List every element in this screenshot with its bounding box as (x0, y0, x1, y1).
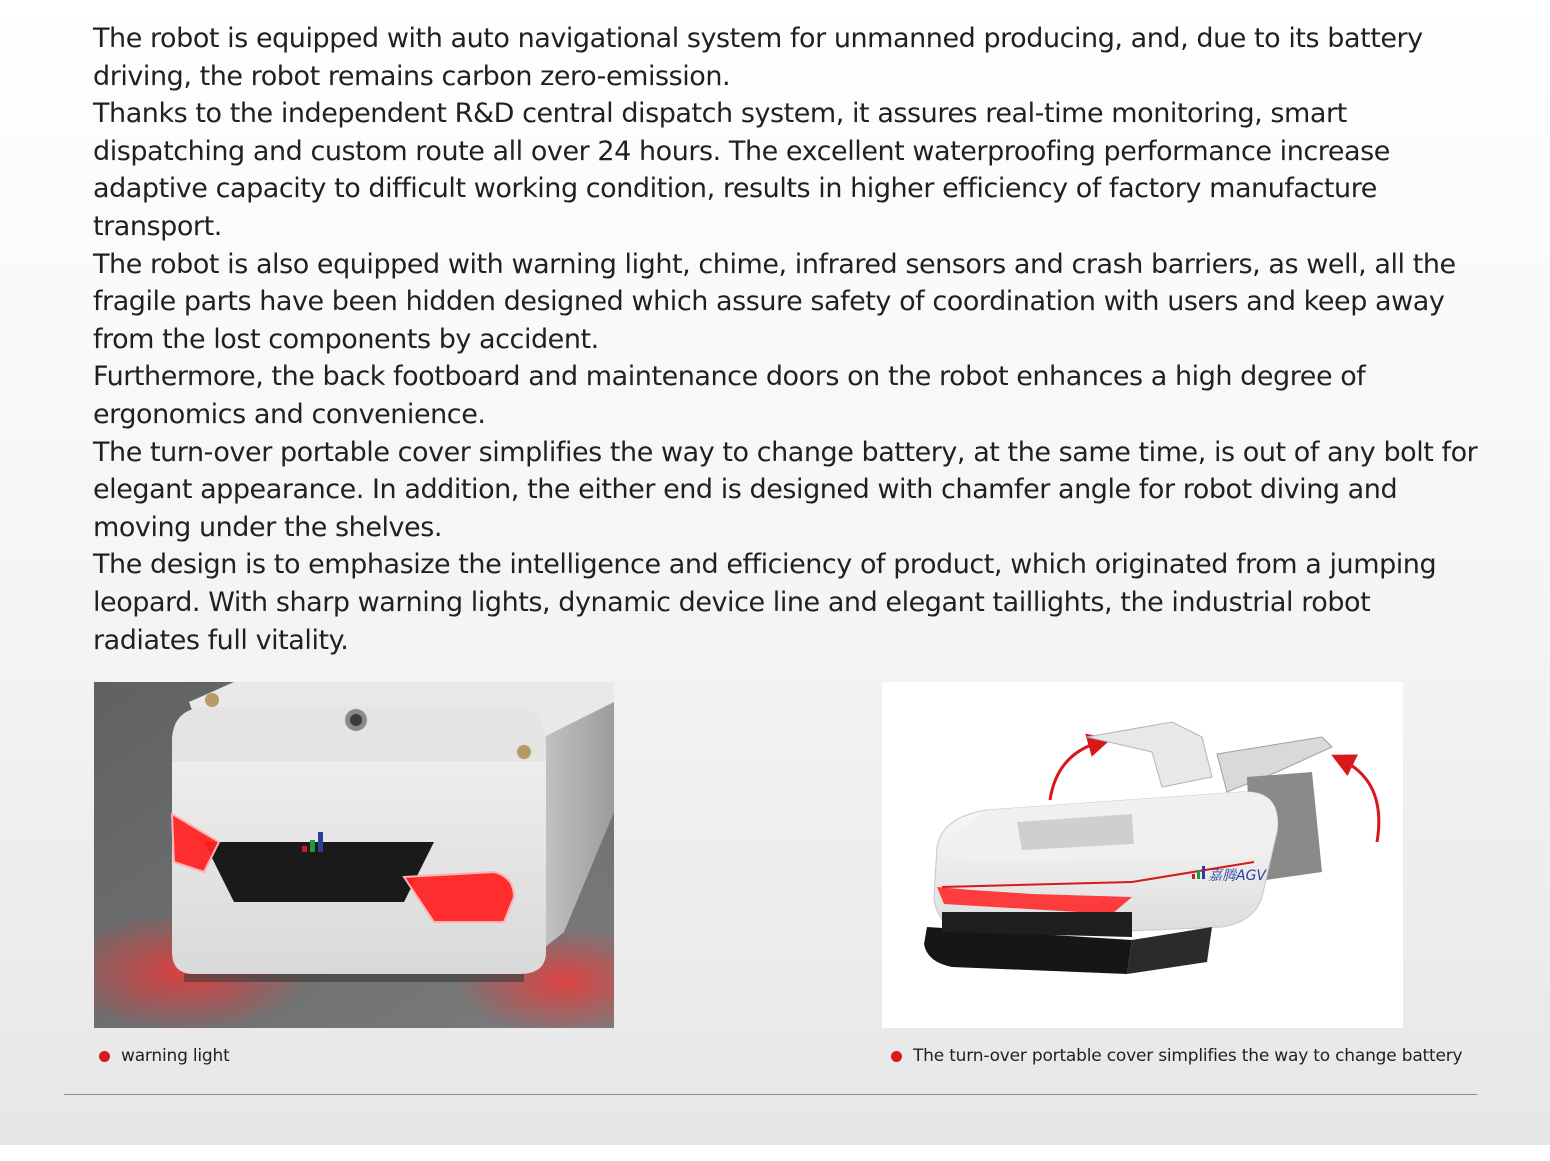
body-text (93, 20, 1483, 659)
paragraph-navigation: The robot is equipped with auto navigational system for unmanned producing, and, due to its battery driving, the robot remains carbon zero-emission. (93, 23, 1423, 92)
paragraph-safety: The robot is also equipped with warning light, chime, infrared sensors and crash barriers, as well, all the fragile parts have been hidden designed which assure safety of coordination with users and keep away from the lost components by accident. (93, 248, 1456, 355)
bullet-icon (99, 1051, 110, 1062)
battery-cover-illustration (882, 682, 1403, 1028)
warning-light-illustration (94, 682, 614, 1028)
divider (64, 1094, 1477, 1095)
caption-left-text: warning light (121, 1046, 230, 1066)
warning-light-photo (94, 682, 614, 1028)
caption-warning-light (99, 1046, 230, 1066)
caption-battery-cover (891, 1046, 1462, 1066)
paragraph-cover: The turn-over portable cover simplifies the way to change battery, at the same time, is out of any bolt for elegant appearance. In addition, the either end is designed with chamfer angle for robot diving and moving under the shelves. (93, 436, 1478, 543)
bottom-band (0, 1145, 1550, 1161)
bullet-icon (891, 1051, 902, 1062)
paragraph-ergonomics: Furthermore, the back footboard and maintenance doors on the robot enhances a high degree of ergonomics and convenience. (93, 361, 1366, 430)
battery-cover-photo (882, 682, 1403, 1028)
paragraph-design: The design is to emphasize the intelligence and efficiency of product, which originated from a jumping leopard. With sharp warning lights, dynamic device line and elegant taillights, the industrial robot radiates full vitality. (93, 549, 1437, 656)
paragraph-dispatch: Thanks to the independent R&D central dispatch system, it assures real-time monitoring, smart dispatching and custom route all over 24 hours. The excellent waterproofing performance increase adaptive capacity to difficult working condition, results in higher efficiency of factory manufacture transport. (93, 98, 1390, 242)
robot-logo-text: 嘉腾AGV (1208, 868, 1267, 884)
caption-right-text: The turn-over portable cover simplifies the way to change battery (913, 1046, 1463, 1066)
